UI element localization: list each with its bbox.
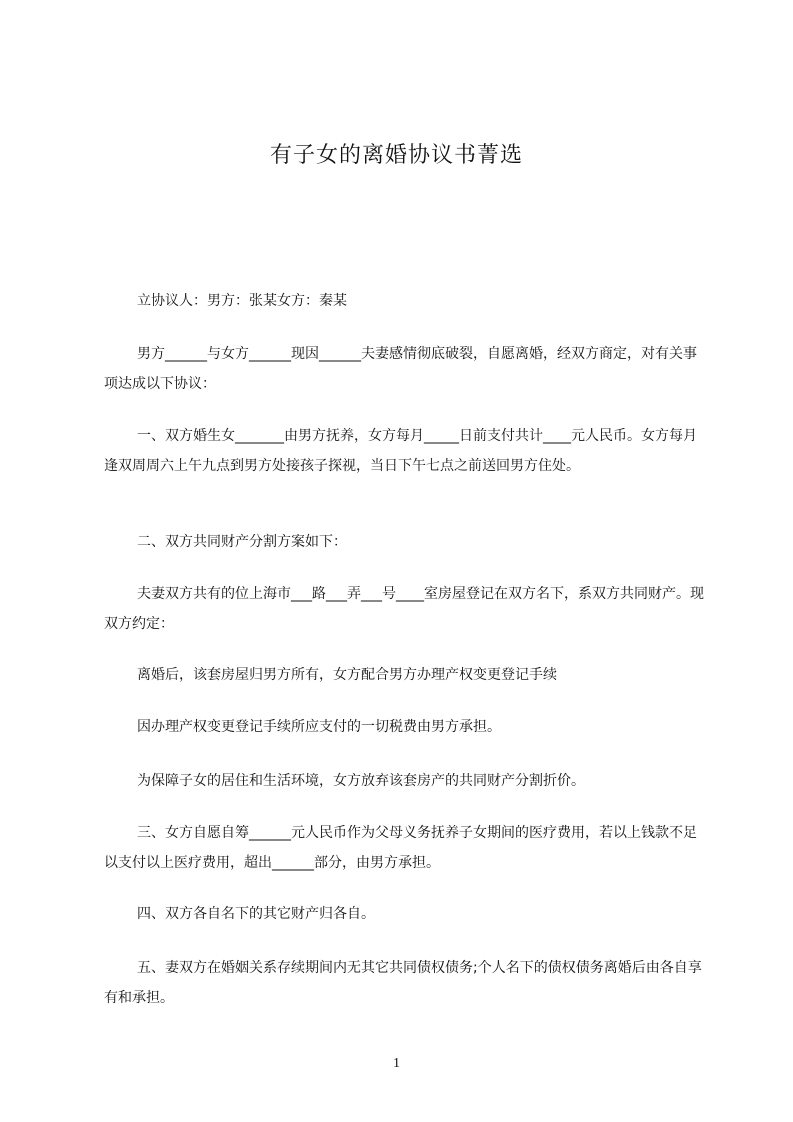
clause-3-paragraph: 三、女方自愿自筹______元人民币作为父母义务抚养子女期间的医疗费用，若以上钱款不足以支付以上医疗费用，超出______部分，由男方承担。 xyxy=(104,825,697,871)
clause-4-paragraph: 四、双方各自名下的其它财产归各自。 xyxy=(137,906,375,922)
housing-paragraph: 为保障子女的居住和生活环境，女方放弃该套房产的共同财产分割折价。 xyxy=(137,773,585,789)
tax-paragraph: 因办理产权变更登记手续所应支付的一切税费由男方承担。 xyxy=(137,719,501,735)
page-number: 1 xyxy=(393,1056,400,1071)
document-title: 有子女的离婚协议书菁选 xyxy=(269,143,523,168)
clause-5-paragraph: 五、妻双方在婚姻关系存续期间内无其它共同债权债务;个人名下的债权债务离婚后由各自享有和承担。 xyxy=(104,960,702,1006)
intro-paragraph: 男方______与女方______现因______夫妻感情彻底破裂，自愿离婚，经双方商定，对有关事项达成以下协议： xyxy=(104,346,697,392)
parties-paragraph: 立协议人：男方：张某女方：秦某 xyxy=(137,293,347,309)
clause-1-paragraph: 一、双方婚生女_______由男方抚养，女方每月_____日前支付共计____元人民币。女方每月逢双周周六上午九点到男方处接孩子探视，当日下午七点之前送回男方住处。 xyxy=(104,428,697,474)
property-ownership-paragraph: 离婚后，该套房屋归男方所有，女方配合男方办理产权变更登记手续 xyxy=(137,667,557,683)
property-paragraph: 夫妻双方共有的位上海市___路___弄___号____室房屋登记在双方名下，系双方共同财产。现双方约定： xyxy=(104,586,704,632)
clause-2-heading: 二、双方共同财产分割方案如下： xyxy=(137,534,347,550)
